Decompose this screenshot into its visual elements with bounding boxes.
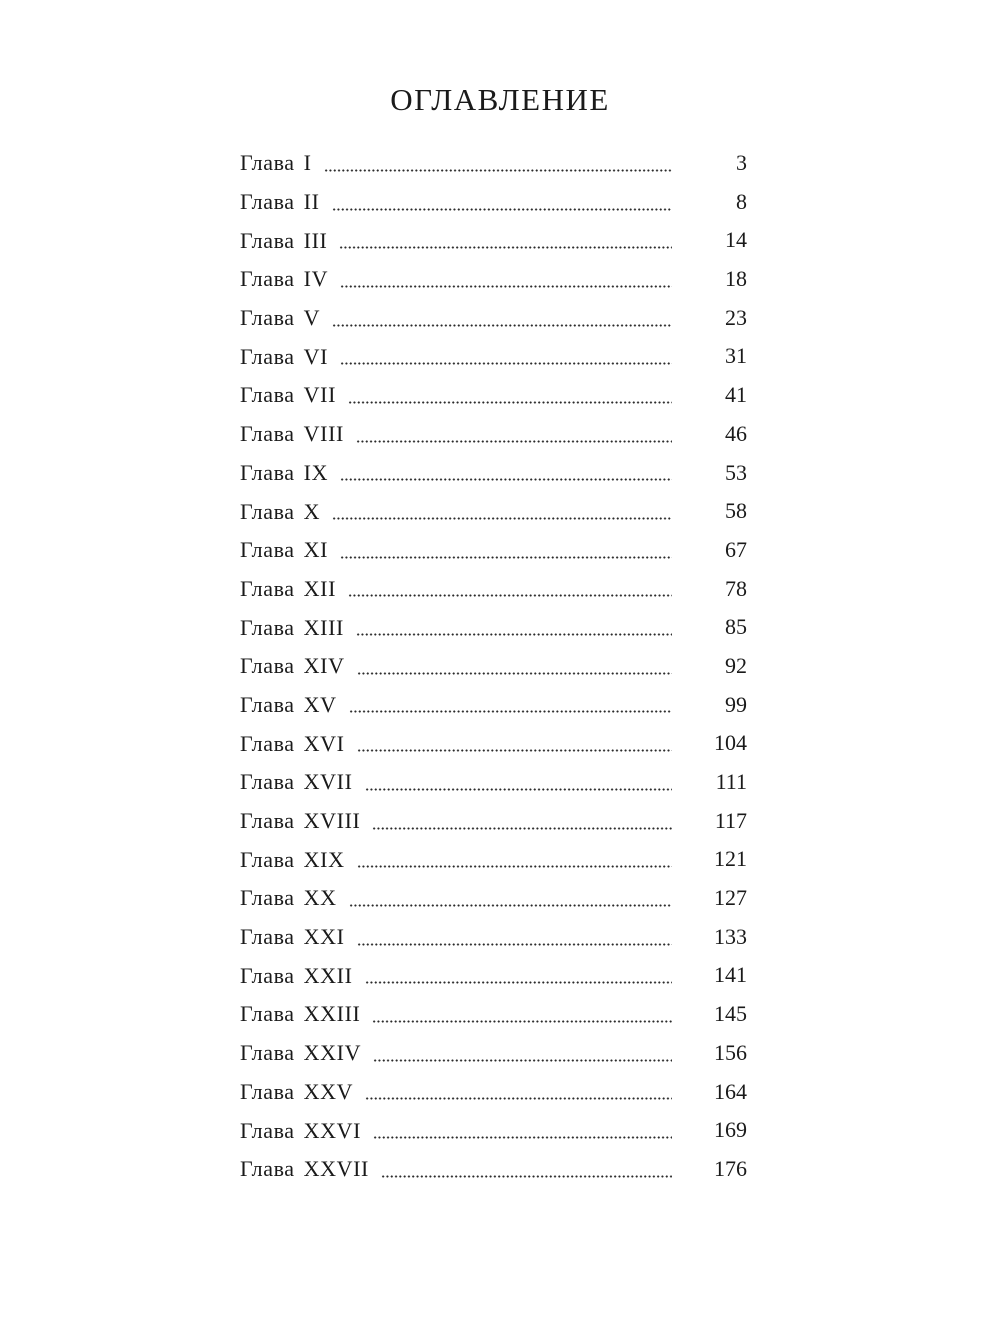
page-number: 141: [714, 962, 747, 988]
chapter-word: Глава: [240, 962, 295, 988]
chapter-word: Глава: [240, 1156, 295, 1182]
page-number: 14: [725, 227, 747, 253]
page-number: 92: [725, 652, 747, 678]
dot-leader: [356, 633, 672, 636]
toc-entry[interactable]: [240, 1034, 750, 1073]
dot-leader: [340, 556, 672, 559]
page-number: 85: [725, 614, 747, 640]
toc-entry[interactable]: [240, 995, 750, 1034]
dot-leader: [348, 594, 672, 597]
toc-entry[interactable]: [240, 686, 750, 725]
page-number: 156: [714, 1039, 747, 1065]
toc-entry[interactable]: [240, 570, 750, 609]
dot-leader: [356, 440, 672, 443]
page-number: 67: [725, 536, 747, 562]
dot-leader: [324, 169, 672, 172]
page-number: 46: [725, 420, 747, 446]
toc-entry[interactable]: [240, 183, 750, 222]
toc-entry[interactable]: [240, 1111, 750, 1150]
chapter-numeral: XXV: [303, 1078, 354, 1104]
chapter-numeral: XVIII: [303, 808, 361, 834]
chapter-word: Глава: [240, 614, 295, 640]
dot-leader: [357, 749, 672, 752]
chapter-word: Глава: [240, 730, 295, 756]
chapter-word: Глава: [240, 1040, 295, 1066]
dot-leader: [340, 362, 672, 365]
dot-leader: [357, 865, 672, 868]
toc-entry[interactable]: [240, 415, 750, 454]
page-number: 99: [725, 691, 747, 717]
page-number: 18: [725, 266, 747, 292]
chapter-word: Глава: [240, 189, 295, 215]
chapter-numeral: V: [303, 305, 321, 331]
toc-entry[interactable]: [240, 879, 750, 918]
chapter-word: Глава: [240, 421, 295, 447]
dot-leader: [348, 401, 672, 404]
dot-leader: [340, 285, 672, 288]
chapter-word: Глава: [240, 382, 295, 408]
page-number: 145: [714, 1001, 747, 1027]
dot-leader: [340, 478, 672, 481]
chapter-numeral: VIII: [303, 421, 344, 447]
chapter-numeral: XXII: [303, 962, 353, 988]
chapter-numeral: XXVI: [303, 1117, 362, 1143]
toc-entry[interactable]: [240, 956, 750, 995]
chapter-word: Глава: [240, 459, 295, 485]
chapter-word: Глава: [240, 227, 295, 253]
chapter-word: Глава: [240, 266, 295, 292]
toc-entry[interactable]: [240, 492, 750, 531]
chapter-word: Глава: [240, 846, 295, 872]
page-number: 41: [725, 382, 747, 408]
chapter-numeral: IX: [303, 459, 329, 485]
chapter-word: Глава: [240, 924, 295, 950]
toc-entry[interactable]: [240, 531, 750, 570]
page-number: 58: [725, 498, 747, 524]
toc-entry[interactable]: [240, 337, 750, 376]
dot-leader: [365, 788, 672, 791]
toc-entry[interactable]: [240, 1073, 750, 1112]
chapter-numeral: XI: [303, 537, 329, 563]
chapter-word: Глава: [240, 498, 295, 524]
chapter-word: Глава: [240, 653, 295, 679]
chapter-word: Глава: [240, 305, 295, 331]
dot-leader: [357, 943, 672, 946]
page-number: 104: [714, 730, 747, 756]
toc-entry[interactable]: [240, 1150, 750, 1189]
chapter-numeral: XVII: [303, 769, 353, 795]
chapter-numeral: II: [303, 189, 320, 215]
page-number: 117: [714, 807, 747, 833]
page-number: 133: [714, 923, 747, 949]
page-number: 78: [725, 575, 747, 601]
page-number: 169: [714, 1117, 747, 1143]
page-number: 121: [714, 846, 747, 872]
chapter-word: Глава: [240, 691, 295, 717]
toc-entry[interactable]: [240, 840, 750, 879]
chapter-numeral: VII: [303, 382, 337, 408]
toc-entry[interactable]: [240, 918, 750, 957]
page-number: 53: [725, 459, 747, 485]
chapter-numeral: XX: [303, 885, 337, 911]
dot-leader: [373, 1059, 672, 1062]
chapter-word: Глава: [240, 885, 295, 911]
toc-entry[interactable]: [240, 763, 750, 802]
toc-entry[interactable]: [240, 221, 750, 260]
toc-entry[interactable]: [240, 724, 750, 763]
toc-entry[interactable]: [240, 608, 750, 647]
page-number: 8: [736, 188, 747, 214]
dot-leader: [365, 981, 672, 984]
dot-leader: [372, 827, 672, 830]
dot-leader: [365, 1097, 672, 1100]
toc-entry[interactable]: [240, 802, 750, 841]
toc-entry[interactable]: [240, 454, 750, 493]
page-number: 164: [714, 1078, 747, 1104]
chapter-word: Глава: [240, 1001, 295, 1027]
page-title: ОГЛАВЛЕНИЕ: [390, 82, 610, 117]
chapter-numeral: III: [303, 227, 328, 253]
chapter-numeral: XVI: [303, 730, 345, 756]
dot-leader: [357, 672, 672, 675]
chapter-numeral: XXVII: [303, 1156, 369, 1182]
page-number: 176: [714, 1155, 747, 1181]
dot-leader: [373, 1136, 672, 1139]
page-number: 127: [714, 885, 747, 911]
page-number: 111: [715, 769, 747, 794]
chapter-numeral: IV: [303, 266, 329, 292]
chapter-word: Глава: [240, 1078, 295, 1104]
chapter-word: Глава: [240, 150, 295, 176]
chapter-numeral: XII: [303, 575, 337, 601]
toc-entry[interactable]: [240, 299, 750, 338]
toc-entry[interactable]: [240, 144, 750, 183]
chapter-numeral: XIV: [303, 653, 345, 679]
chapter-numeral: XIX: [303, 846, 345, 872]
toc-entry[interactable]: [240, 260, 750, 299]
page-number: 3: [736, 150, 747, 175]
chapter-numeral: VI: [303, 343, 329, 369]
chapter-numeral: XXI: [303, 924, 345, 950]
chapter-word: Глава: [240, 1117, 295, 1143]
chapter-numeral: XXIII: [303, 1001, 361, 1027]
dot-leader: [349, 710, 672, 713]
dot-leader: [332, 324, 672, 327]
page-number: 31: [725, 343, 747, 369]
chapter-numeral: X: [303, 498, 321, 524]
toc-entry[interactable]: [240, 647, 750, 686]
chapter-word: Глава: [240, 808, 295, 834]
chapter-numeral: I: [303, 150, 312, 176]
chapter-numeral: XXIV: [303, 1040, 362, 1066]
dot-leader: [381, 1175, 672, 1178]
chapter-numeral: XV: [303, 691, 337, 717]
chapter-numeral: XIII: [303, 614, 344, 640]
dot-leader: [349, 904, 672, 907]
table-of-contents: [240, 144, 750, 1189]
chapter-word: Глава: [240, 575, 295, 601]
dot-leader: [332, 208, 672, 211]
dot-leader: [339, 246, 672, 249]
chapter-word: Глава: [240, 769, 295, 795]
page-number: 23: [725, 304, 747, 330]
chapter-word: Глава: [240, 343, 295, 369]
dot-leader: [332, 517, 672, 520]
chapter-word: Глава: [240, 537, 295, 563]
toc-entry[interactable]: [240, 376, 750, 415]
dot-leader: [372, 1020, 672, 1023]
